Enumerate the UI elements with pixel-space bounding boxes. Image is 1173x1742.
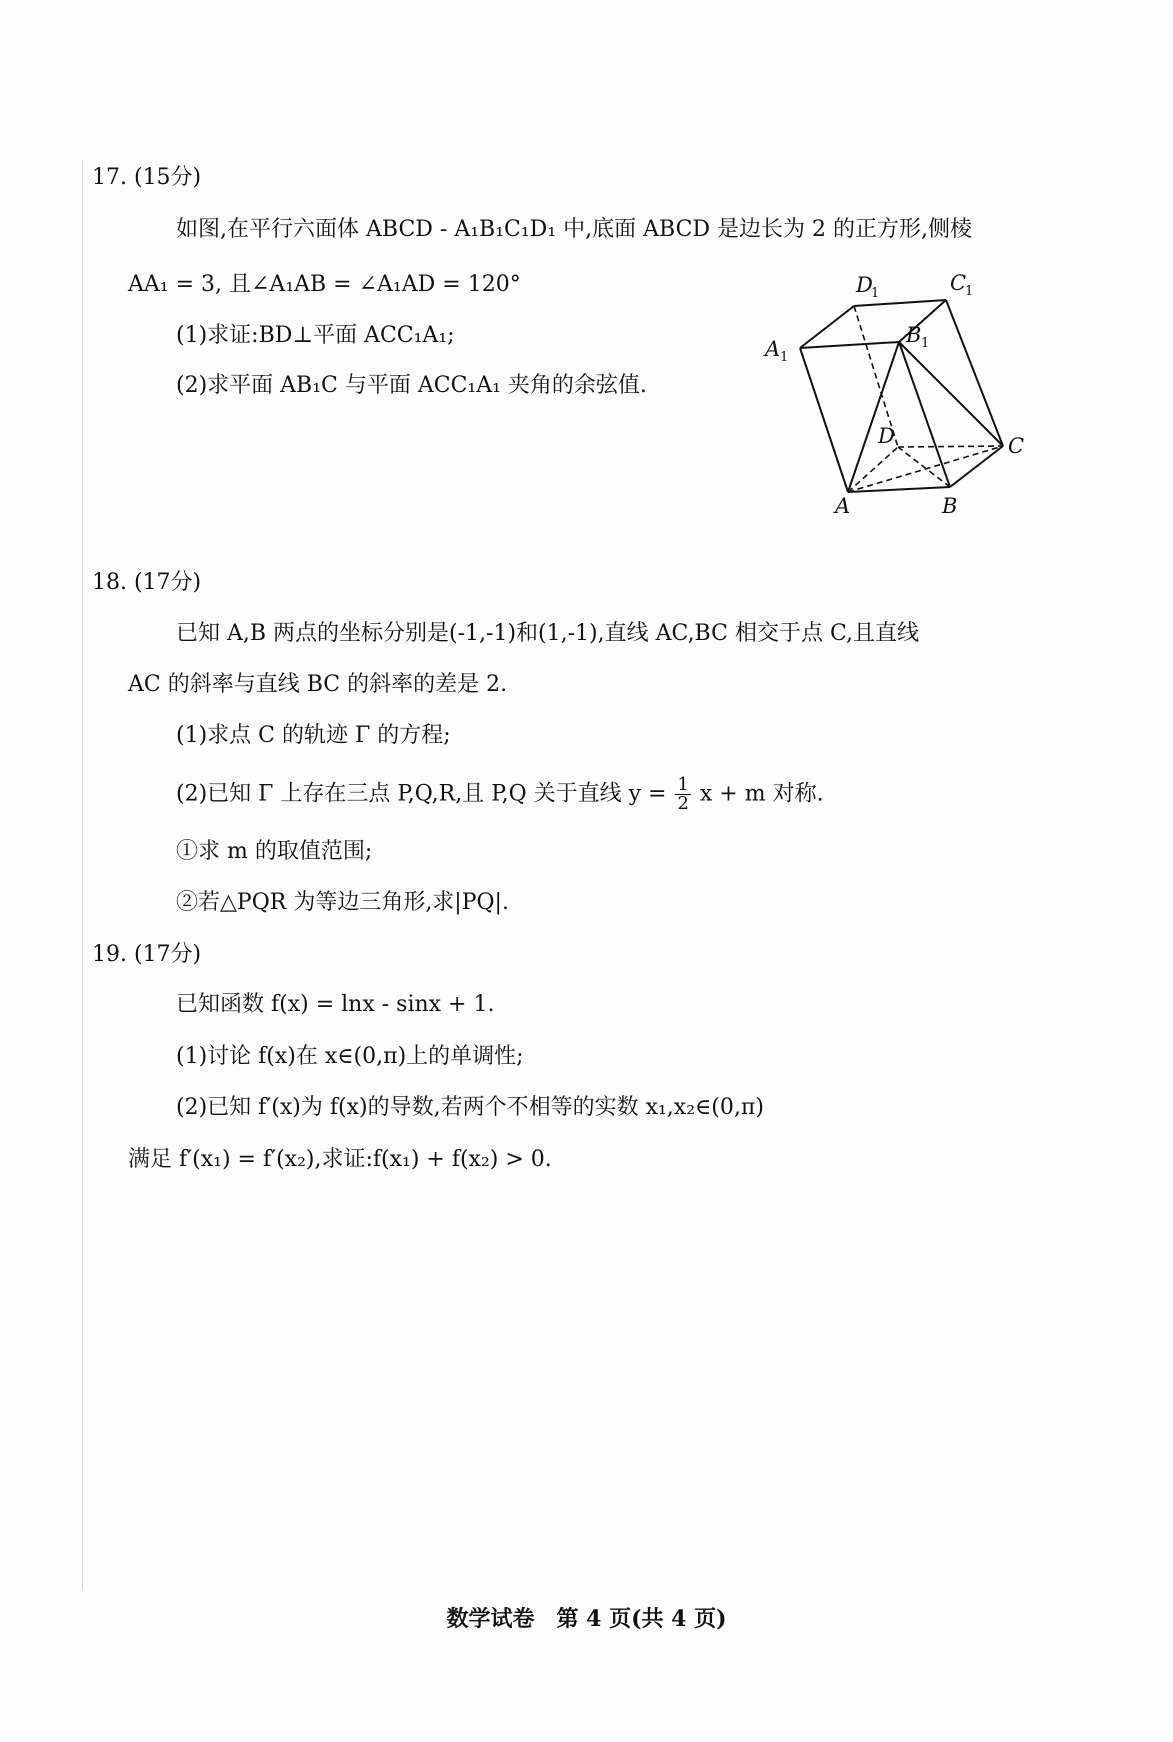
q19-part1: (1)讨论 f(x)在 x∈(0,π)上的单调性; xyxy=(176,1044,524,1069)
edge-CC1 xyxy=(946,300,1003,446)
label-D: D xyxy=(878,424,895,448)
fraction-one-half xyxy=(675,776,690,813)
edge-BB1 xyxy=(899,342,950,487)
q17-line2: AA₁ = 3, 且∠A₁AB = ∠A₁AD = 120° xyxy=(128,272,521,297)
q19-part2-cont: 满足 f′(x₁) = f′(x₂),求证:f(x₁) + f(x₂) > 0. xyxy=(128,1147,552,1172)
q18-part2-text: (2)已知 Γ 上存在三点 P,Q,R,且 P,Q 关于直线 y = xyxy=(176,781,667,807)
q18-part1: (1)求点 C 的轨迹 Γ 的方程; xyxy=(176,723,451,748)
label-C: C xyxy=(1008,434,1025,458)
label-A1: A xyxy=(765,337,781,361)
q18-line1: 已知 A,B 两点的坐标分别是(-1,-1)和(1,-1),直线 AC,BC 相交于点 C,且直线 xyxy=(176,621,919,646)
fraction-denominator: 2 xyxy=(677,793,689,814)
q17-part2: (2)求平面 AB₁C 与平面 ACC₁A₁ 夹角的余弦值. xyxy=(176,373,647,398)
q18-part2-tail: x + m 对称. xyxy=(699,781,824,807)
margin-line xyxy=(82,160,83,1590)
q18-sub2: ②若△PQR 为等边三角形,求|PQ|. xyxy=(176,890,509,915)
q17-part1: (1)求证:BD⊥平面 ACC₁A₁; xyxy=(176,323,455,348)
edge-A1D1 xyxy=(800,306,854,348)
edge-DC-hidden xyxy=(898,446,1003,447)
label-C1: C xyxy=(950,271,967,295)
svg-text:1: 1 xyxy=(780,350,789,365)
fraction-numerator: 1 xyxy=(677,774,689,795)
page-footer: 数学试卷 第 4 页(共 4 页) xyxy=(446,1606,727,1632)
svg-text:1: 1 xyxy=(921,336,930,351)
q18-sub1: ①求 m 的取值范围; xyxy=(176,839,373,864)
edge-AA1 xyxy=(800,348,848,492)
q18-line2: AC 的斜率与直线 BC 的斜率的差是 2. xyxy=(128,672,508,697)
edge-D1C1 xyxy=(854,300,946,306)
label-B: B xyxy=(942,494,958,518)
parallelepiped-figure xyxy=(725,270,1025,520)
label-B1: B xyxy=(906,323,922,347)
label-A: A xyxy=(835,494,851,518)
svg-text:1: 1 xyxy=(871,286,880,301)
q18-heading: 18. (17分) xyxy=(92,570,202,595)
q19-line1: 已知函数 f(x) = lnx - sinx + 1. xyxy=(176,992,495,1017)
q19-part2: (2)已知 f′(x)为 f(x)的导数,若两个不相等的实数 x₁,x₂∈(0,π) xyxy=(176,1095,764,1120)
svg-text:1: 1 xyxy=(965,284,974,299)
q17-heading: 17. (15分) xyxy=(92,165,202,190)
edge-BC xyxy=(950,446,1003,487)
label-D1: D xyxy=(856,273,873,297)
segment-B1C xyxy=(899,342,1003,446)
edge-A1B1 xyxy=(800,342,899,348)
q19-heading: 19. (17分) xyxy=(92,942,202,967)
q18-part2 xyxy=(176,776,824,813)
q17-line1: 如图,在平行六面体 ABCD - A₁B₁C₁D₁ 中,底面 ABCD 是边长为 2 的正方形,侧棱 xyxy=(176,217,973,242)
